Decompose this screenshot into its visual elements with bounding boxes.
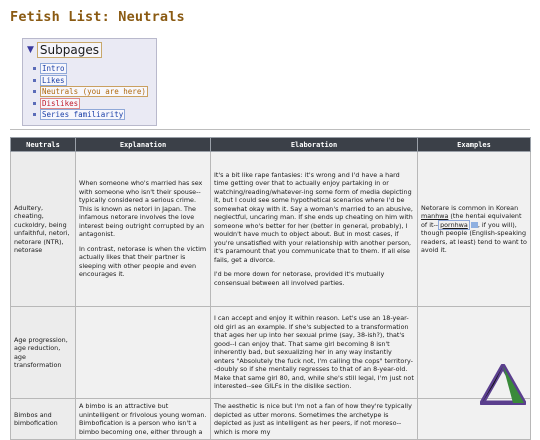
subpage-link-intro[interactable]: Intro: [42, 64, 65, 73]
neutral-cell: Age progression, age reduction, age transformation: [11, 307, 76, 399]
column-header-elaboration: Elaboration: [211, 138, 418, 152]
column-header-neutrals: Neutrals: [11, 138, 76, 152]
neutral-cell: Adultery, cheating, cuckoldry, being unfaithful, netori, netorare (NTR), netorase: [11, 152, 76, 307]
subpage-item-dislikes: [33, 98, 148, 109]
elaboration-paragraph: It's a bit like rape fantasies: it's wrong and I'd have a hard time getting over that to actually enjoy partaking in or watching/reading/whatever-ing some form of media depicting it, but I could see some hypothetical scenarios where I'd be somewhat okay with it. Say a woman's married to an abusive, neglectful, uncaring man. If she ends up cheating on him with someone who's better for her (better in general, probably), I wouldn't have much to object about. But in most cases, if you're unsatisfied with your relationship with another person, it's paramount that you communicate that to them. If all else fails, get a divorce.: [214, 170, 413, 264]
table-row: [11, 152, 531, 307]
subpages-title[interactable]: Subpages: [37, 42, 102, 58]
divider: [10, 129, 530, 130]
subpage-item-neutrals: [33, 86, 148, 97]
subpage-item-intro: [33, 63, 148, 74]
subpages-header[interactable]: [27, 42, 148, 58]
bullet-icon: [33, 90, 36, 93]
subpage-link-dislikes[interactable]: Dislikes: [42, 98, 79, 108]
subpage-item-series: [33, 109, 148, 120]
examples-text: Netorare is common in Korean: [421, 203, 519, 212]
examples-text: , if you will), though people (English-speaking readers, at least) tend to want to avoid it.: [421, 220, 527, 254]
pornhwa-link[interactable]: pornhwa: [440, 220, 468, 229]
examples-cell: [418, 152, 531, 307]
page-title: Fetish List: Neutrals: [10, 9, 185, 25]
subpage-link-neutrals[interactable]: Neutrals (you are here): [42, 87, 146, 96]
subpage-link-likes[interactable]: Likes: [42, 75, 65, 85]
bullet-icon: [33, 67, 36, 70]
elaboration-paragraph: I can accept and enjoy it within reason. Let's use an 18-year-old girl as an example. If she's subjected to a transformation that ages her up into her sexual prime (say, 38-ish?), that's good--I can enjoy that. That same girl becoming 8 isn't inherently bad, but sexualizing her in any way instantly enters "Absolutely the fuck not, I'm calling the cops" territory--doubly so if she mentally regresses to that of an 8-year-old. Make that same girl 80, and, while she's still legal, I'm just not interested--see GILFs in the dislike section.: [214, 314, 414, 391]
elaboration-cell: [211, 307, 418, 399]
table-header-row: [11, 138, 531, 152]
subpages-box: [22, 38, 157, 126]
subpages-list: [27, 63, 148, 120]
subpage-link-series-familiarity[interactable]: Series familiarity: [42, 110, 124, 119]
bullet-icon: [33, 113, 36, 116]
explanation-paragraph: When someone who's married has sex with someone who isn't their spouse--typically considered a serious crime. This is known as netori in Japan. The infamous netorare involves the love interest being outright corrupted by an antagonist.: [79, 179, 204, 239]
bullet-icon: [33, 79, 36, 82]
subpage-item-likes: [33, 75, 148, 86]
neutral-cell: Bimbos and bimbofication: [11, 399, 76, 440]
elaboration-cell: [211, 152, 418, 307]
column-header-examples: Examples: [418, 138, 531, 152]
triangle-logo-icon: [480, 364, 526, 405]
elaboration-paragraph: The aesthetic is nice but I'm not a fan of how they're typically depicted as utter morons. Sometimes the archetype is depicted as just as intelligent as her peers, if not moreso--which is more my: [214, 402, 412, 436]
explanation-paragraph: In contrast, netorase is when the victim actually likes that their partner is sleeping with other people and even encourages it.: [79, 244, 207, 279]
table-row: [11, 307, 531, 399]
elaboration-paragraph: I'd be more down for netorase, provided it's mutually consensual between all involved parties.: [214, 270, 385, 287]
examples-text: (the hentai equivalent of it--: [421, 212, 522, 229]
column-header-explanation: Explanation: [76, 138, 211, 152]
neutrals-table: [10, 137, 531, 440]
bullet-icon: [33, 102, 36, 105]
explanation-cell: [76, 152, 211, 307]
explanation-cell: [76, 307, 211, 399]
explanation-paragraph: A bimbo is an attractive but unintelligent or frivolous young woman. Bimbofication is a person who isn't a bimbo becoming one, either through a: [79, 402, 207, 436]
manhwa-link[interactable]: manhwa: [421, 212, 449, 220]
collapse-triangle-icon[interactable]: ▼: [27, 45, 34, 55]
external-link-icon[interactable]: [471, 222, 478, 228]
